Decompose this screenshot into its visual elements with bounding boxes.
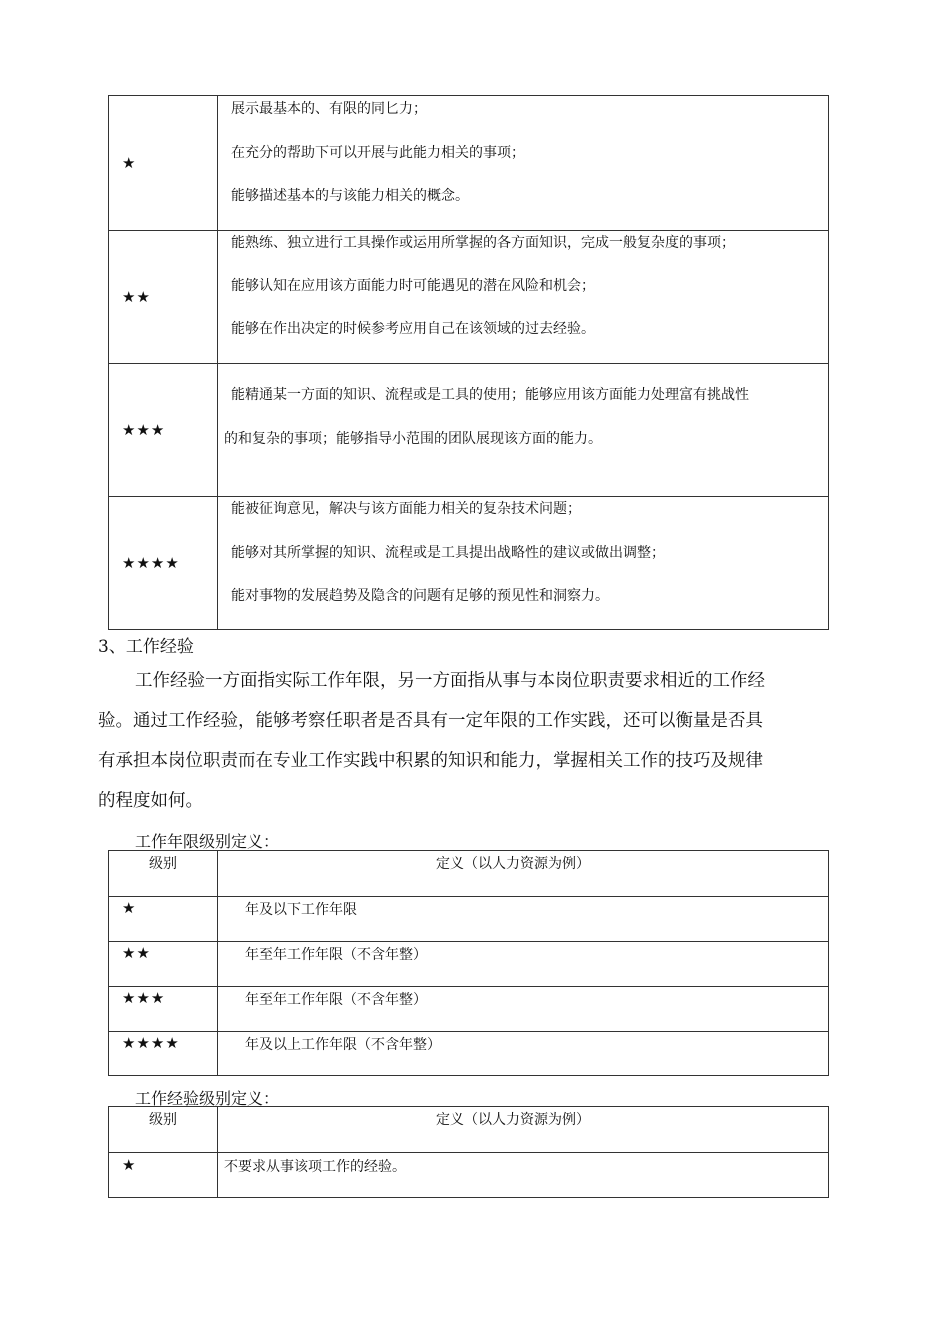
level-cell [109,497,218,629]
definition-cell [218,231,828,363]
table-row [109,1031,828,1075]
definition-line: 不要求从事该项工作的经验。 [224,1159,406,1175]
star-rating: ★ [122,1156,137,1174]
definition-line: 在充分的帮助下可以开展与此能力相关的事项； [231,145,525,161]
table-row [109,986,828,1031]
definition-line: 年及以上工作年限（不含年整） [245,1037,441,1053]
level-cell [109,96,218,230]
definition-cell [218,364,828,496]
definition-cell [218,497,828,629]
paragraph-line: 的程度如何。 [98,791,203,811]
star-rating: ★★★ [122,421,166,439]
star-rating: ★★ [122,288,151,306]
definition-cell [218,1032,828,1075]
level-cell [109,364,218,496]
level-cell [109,231,218,363]
definition-line: 年至年工作年限（不含年整） [245,947,427,963]
star-rating: ★★★★ [122,1034,180,1052]
table-header-row [109,851,828,896]
work-years-table [108,850,829,1076]
header-level: 级别 [149,1112,177,1128]
definition-line: 能够认知在应用该方面能力时可能遇见的潜在风险和机会； [231,278,595,294]
table-row [109,1152,828,1197]
definition-line: 年至年工作年限（不含年整） [245,992,427,1008]
table-row [109,896,828,941]
definition-line: 能对事物的发展趋势及隐含的问题有足够的预见性和洞察力。 [231,588,609,604]
section-heading: 3、工作经验 [98,637,194,657]
level-cell [109,942,218,986]
table-caption: 工作年限级别定义： [135,832,280,851]
table-row [109,363,828,496]
header-definition-cell [218,851,828,896]
table-row [109,941,828,986]
paragraph-line: 验。通过工作经验，能够考察任职者是否具有一定年限的工作实践，还可以衡量是否具 [98,711,763,731]
definition-line: 能精通某一方面的知识、流程或是工具的使用；能够应用该方面能力处理富有挑战性 [231,387,749,403]
table-row [109,96,828,230]
definition-line: 能够对其所掌握的知识、流程或是工具提出战略性的建议或做出调整； [231,545,665,561]
work-experience-table [108,1106,829,1198]
star-rating: ★★★ [122,989,166,1007]
header-level-cell [109,851,218,896]
definition-cell [218,96,828,230]
table-header-row [109,1107,828,1152]
header-level: 级别 [149,856,177,872]
definition-cell [218,987,828,1031]
paragraph-line: 有承担本岗位职责而在专业工作实践中积累的知识和能力，掌握相关工作的技巧及规律 [98,751,763,771]
header-definition: 定义（以人力资源为例） [436,856,590,872]
header-level-cell [109,1107,218,1152]
definition-cell [218,897,828,941]
table-row [109,496,828,629]
star-rating: ★ [122,154,137,172]
definition-line: 能够描述基本的与该能力相关的概念。 [231,188,469,204]
definition-line: 年及以下工作年限 [245,902,357,918]
star-rating: ★★★★ [122,554,180,572]
definition-line: 的和复杂的事项；能够指导小范围的团队展现该方面的能力。 [224,431,602,447]
header-definition-cell [218,1107,828,1152]
level-cell [109,1032,218,1075]
star-rating: ★★ [122,944,151,962]
definition-line: 能熟练、独立进行工具操作或运用所掌握的各方面知识，完成一般复杂度的事项； [231,235,735,251]
paragraph-line: 工作经验一方面指实际工作年限，另一方面指从事与本岗位职责要求相近的工作经 [135,671,765,691]
star-rating: ★ [122,899,137,917]
table-caption: 工作经验级别定义： [135,1089,280,1108]
definition-line: 能被征询意见，解决与该方面能力相关的复杂技术问题； [231,501,581,517]
level-cell [109,897,218,941]
definition-cell [218,1153,828,1197]
table-row [109,230,828,363]
header-definition: 定义（以人力资源为例） [436,1112,590,1128]
competency-level-table [108,95,829,630]
level-cell [109,1153,218,1197]
definition-line: 展示最基本的、有限的同匕力； [231,101,427,117]
definition-cell [218,942,828,986]
level-cell [109,987,218,1031]
definition-line: 能够在作出决定的时候参考应用自己在该领域的过去经验。 [231,321,595,337]
